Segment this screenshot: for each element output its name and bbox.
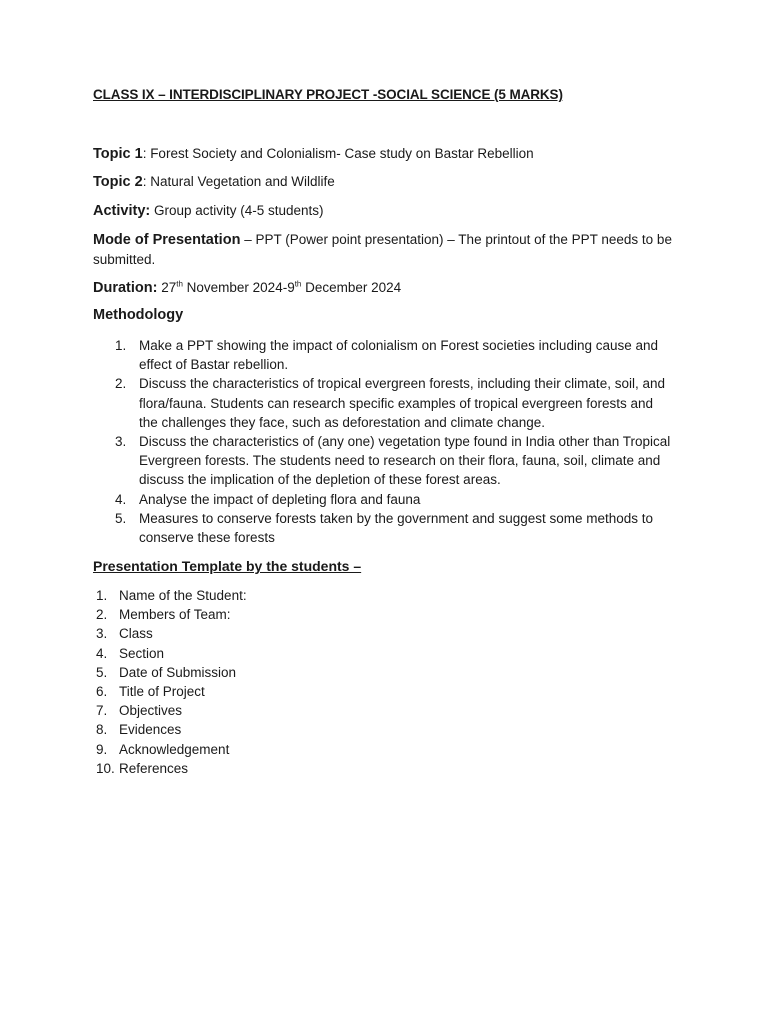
list-item	[93, 720, 673, 739]
duration-label: Duration:	[93, 280, 158, 296]
topic1-text: : Forest Society and Colonialism- Case study on Bastar Rebellion	[142, 146, 534, 161]
list-item-number: 5.	[96, 664, 108, 680]
document-title: CLASS IX – INTERDISCIPLINARY PROJECT -SOCIAL SCIENCE (5 MARKS)	[93, 87, 563, 102]
list-item	[93, 605, 673, 624]
list-item-text: Date of Submission	[119, 664, 237, 680]
list-item	[93, 490, 673, 509]
list-item-text: Section	[119, 645, 165, 661]
list-item-text: Evidences	[119, 722, 182, 738]
duration-start-day: 27	[157, 280, 177, 295]
list-item-text: Members of Team:	[119, 607, 231, 623]
list-item-text: Title of Project	[119, 684, 205, 700]
activity-line	[93, 201, 673, 221]
list-item	[93, 701, 673, 720]
list-item	[93, 682, 673, 701]
list-item-text: Acknowledgement	[119, 741, 230, 757]
list-item-number: 4.	[96, 645, 108, 661]
list-item-text: References	[119, 760, 189, 776]
list-item-text: Discuss the characteristics of tropical evergreen forests, including their climate, soil, and flora/fauna. Students can research specific examples of tropical evergreen forests and the challenges they face, such as deforestation and climate change.	[139, 376, 665, 430]
list-item-text: Class	[119, 626, 153, 642]
duration-start-rest: November 2024-9	[182, 280, 295, 295]
list-item-text: Analyse the impact of depleting flora and fauna	[139, 491, 421, 507]
list-item-number: 6.	[96, 684, 108, 700]
list-item-number: 4.	[115, 491, 127, 507]
duration-end-rest: December 2024	[301, 280, 402, 295]
list-item-number: 1.	[96, 588, 108, 603]
list-item-number: 8.	[96, 722, 108, 738]
list-item-text: Make a PPT showing the impact of colonialism on Forest societies including cause and effect of Bastar rebellion.	[139, 338, 659, 373]
list-item-number: 7.	[96, 703, 108, 719]
list-item	[93, 740, 673, 759]
duration-line	[93, 278, 673, 298]
list-item-number: 3.	[96, 626, 108, 642]
list-item	[93, 432, 673, 490]
list-item	[93, 374, 673, 432]
list-item-text: Objectives	[119, 703, 183, 719]
list-item-text: Measures to conserve forests taken by the government and suggest some methods to conserve these forests	[139, 510, 654, 546]
duration-start-sup: th	[176, 279, 183, 289]
template-heading: Presentation Template by the students –	[93, 558, 362, 574]
topic2-text: : Natural Vegetation and Wildlife	[142, 174, 335, 189]
topic2-label: Topic 2	[93, 174, 143, 190]
topic1-label: Topic 1	[93, 146, 143, 162]
list-item-number: 5.	[115, 510, 127, 526]
methodology-list	[93, 336, 673, 547]
mode-line	[93, 230, 673, 269]
list-item-number: 10.	[96, 760, 115, 776]
mode-text: – PPT (Power point presentation) – The printout of the PPT needs to be submitted.	[93, 232, 672, 267]
list-item-number: 1.	[115, 338, 127, 353]
activity-text: Group activity (4-5 students)	[150, 203, 324, 218]
duration-end-sup: th	[294, 279, 302, 289]
list-item	[93, 586, 673, 605]
list-item	[93, 509, 673, 547]
list-item	[93, 644, 673, 663]
list-item-number: 3.	[115, 434, 127, 450]
list-item-text: Name of the Student:	[119, 588, 247, 603]
list-item-number: 9.	[96, 741, 108, 757]
list-item-number: 2.	[96, 607, 108, 623]
list-item	[93, 624, 673, 643]
list-item	[93, 336, 673, 374]
topic2-line	[93, 172, 673, 192]
methodology-heading: Methodology	[93, 307, 184, 323]
list-item	[93, 663, 673, 682]
list-item-text: Discuss the characteristics of (any one) vegetation type found in India other than Tropical Evergreen forests. The students need to research on their flora, fauna, soil, climate and discuss the implication of the depletion of these forest areas.	[139, 434, 671, 488]
mode-label: Mode of Presentation	[93, 232, 241, 248]
topic1-line	[93, 144, 673, 164]
list-item	[93, 759, 673, 778]
template-list	[93, 586, 673, 778]
list-item-number: 2.	[115, 376, 127, 392]
activity-label: Activity:	[93, 203, 151, 219]
